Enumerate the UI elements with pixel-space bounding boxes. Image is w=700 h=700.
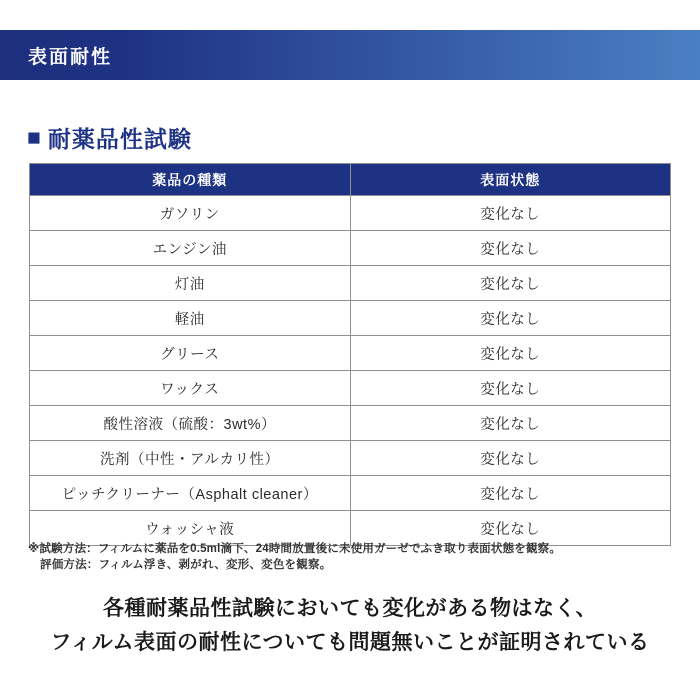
conclusion-line-1: 各種耐薬品性試験においても変化がある物はなく、 [102, 597, 598, 620]
chemical-resistance-table [29, 163, 671, 546]
chemical-name: 灯油 [30, 266, 351, 301]
column-header-chemical: 薬品の種類 [30, 164, 351, 196]
surface-state: 変化なし [350, 336, 671, 371]
surface-state: 変化なし [350, 406, 671, 441]
table-row [30, 266, 671, 301]
test-method-note: ※試験方法：フィルムに薬品を0.5ml滴下、24時間放置後に未使用ガーゼでふき取り表面状態を観察。 [28, 543, 562, 555]
chemical-name: 酸性溶液（硫酸：3wt%） [30, 406, 351, 441]
footnotes [28, 541, 561, 573]
evaluation-method-note: 評価方法：フィルム浮き、剥がれ、変形、変色を観察。 [40, 559, 332, 571]
conclusion-text [0, 592, 700, 660]
square-bullet-icon: ■ [27, 124, 42, 150]
column-header-state: 表面状態 [350, 164, 671, 196]
table-row [30, 441, 671, 476]
chemical-name: ガソリン [30, 196, 351, 231]
table-row [30, 336, 671, 371]
table-row [30, 406, 671, 441]
table-row [30, 476, 671, 511]
table-row [30, 301, 671, 336]
chemical-name: グリース [30, 336, 351, 371]
chemical-name: 洗剤（中性・アルカリ性） [30, 441, 351, 476]
surface-state: 変化なし [350, 511, 671, 546]
chemical-name: エンジン油 [30, 231, 351, 266]
surface-state: 変化なし [350, 301, 671, 336]
surface-state: 変化なし [350, 371, 671, 406]
chemical-name: 軽油 [30, 301, 351, 336]
section-heading-label: 耐薬品性試験 [47, 126, 192, 152]
surface-state: 変化なし [350, 266, 671, 301]
surface-state: 変化なし [350, 476, 671, 511]
table-row [30, 371, 671, 406]
surface-state: 変化なし [350, 231, 671, 266]
table-row [30, 196, 671, 231]
chemical-name: ピッチクリーナー（Asphalt cleaner） [30, 476, 351, 511]
surface-state: 変化なし [350, 441, 671, 476]
chemical-name: ワックス [30, 371, 351, 406]
surface-state: 変化なし [350, 196, 671, 231]
table-row [30, 231, 671, 266]
table-header-row [30, 164, 671, 196]
section-banner [0, 30, 700, 80]
chemical-name: ウォッシャ液 [30, 511, 351, 546]
banner-title: 表面耐性 [28, 46, 113, 68]
section-heading [27, 121, 192, 154]
conclusion-line-2: フィルム表面の耐性についても問題無いことが証明されている [50, 631, 650, 654]
